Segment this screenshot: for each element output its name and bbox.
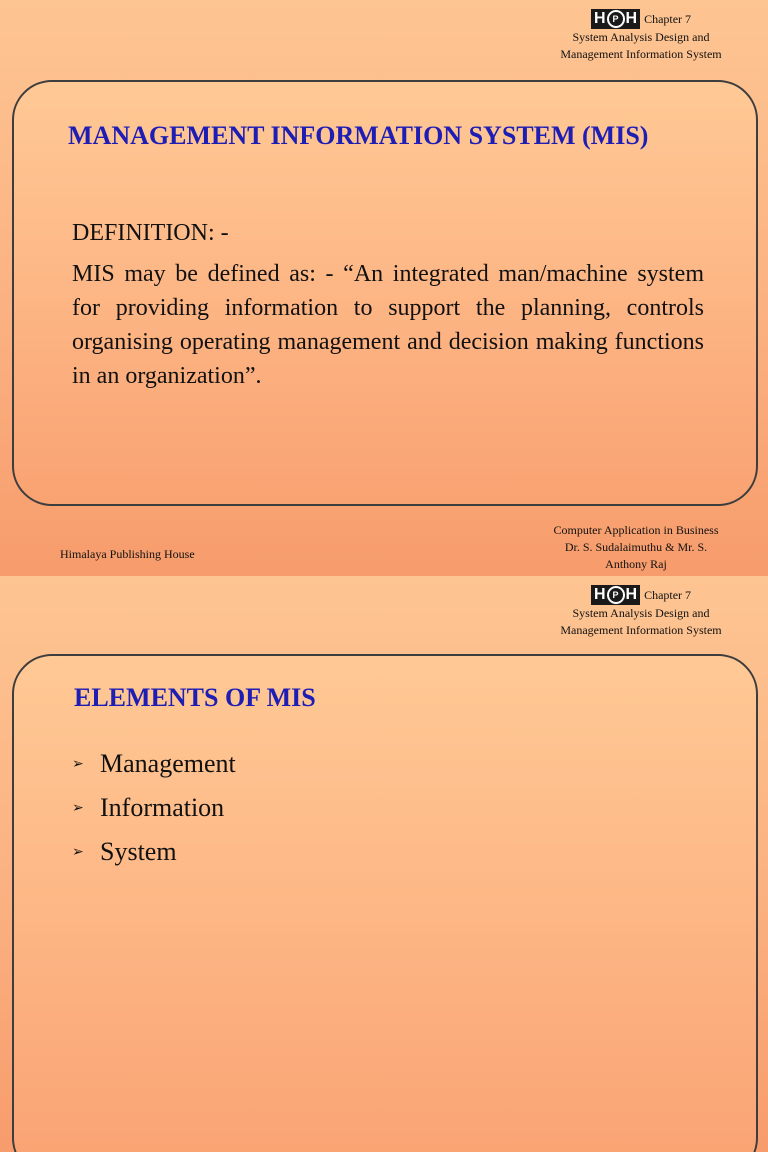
- chapter-subtitle-line2: Management Information System: [560, 623, 722, 637]
- bullet-arrow-icon: ➢: [72, 800, 84, 816]
- list-item: [72, 742, 236, 786]
- slide-title: ELEMENTS OF MIS: [74, 683, 316, 712]
- list-item-label: System: [100, 837, 177, 866]
- list-item-label: Management: [100, 749, 236, 778]
- content-card: [12, 80, 758, 506]
- definition-text: MIS may be defined as: - “An integrated man/machine system for providing information to support the planning, controls organising operating management and decision making functions in an organization”.: [72, 261, 704, 389]
- elements-list: [72, 742, 236, 874]
- list-item-label: Information: [100, 793, 225, 822]
- slide-header: [526, 585, 756, 639]
- chapter-subtitle-line1: System Analysis Design and: [572, 606, 710, 620]
- list-item: [72, 830, 236, 874]
- chapter-label: Chapter 7: [644, 11, 692, 26]
- bullet-arrow-icon: ➢: [72, 844, 84, 860]
- chapter-subtitle-line2: Management Information System: [560, 47, 722, 61]
- footer-credits: [516, 522, 756, 573]
- list-item: [72, 786, 236, 830]
- publisher-logo-icon: H P H: [591, 9, 640, 29]
- footer-book-title: Computer Application in Business: [553, 523, 719, 537]
- footer-authors-line1: Dr. S. Sudalaimuthu & Mr. S.: [564, 540, 708, 554]
- slide-title: MANAGEMENT INFORMATION SYSTEM (MIS): [68, 121, 649, 150]
- publisher-logo-icon: H P H: [591, 585, 640, 605]
- chapter-subtitle-line1: System Analysis Design and: [572, 30, 710, 44]
- content-card: [12, 654, 758, 1152]
- footer-authors-line2: Anthony Raj: [605, 557, 667, 571]
- definition-label: DEFINITION: -: [72, 220, 229, 246]
- footer-publisher: Himalaya Publishing House: [60, 547, 195, 561]
- slide-header: [526, 9, 756, 63]
- chapter-label: Chapter 7: [644, 587, 692, 602]
- bullet-arrow-icon: ➢: [72, 756, 84, 772]
- slide-2: [0, 576, 768, 1152]
